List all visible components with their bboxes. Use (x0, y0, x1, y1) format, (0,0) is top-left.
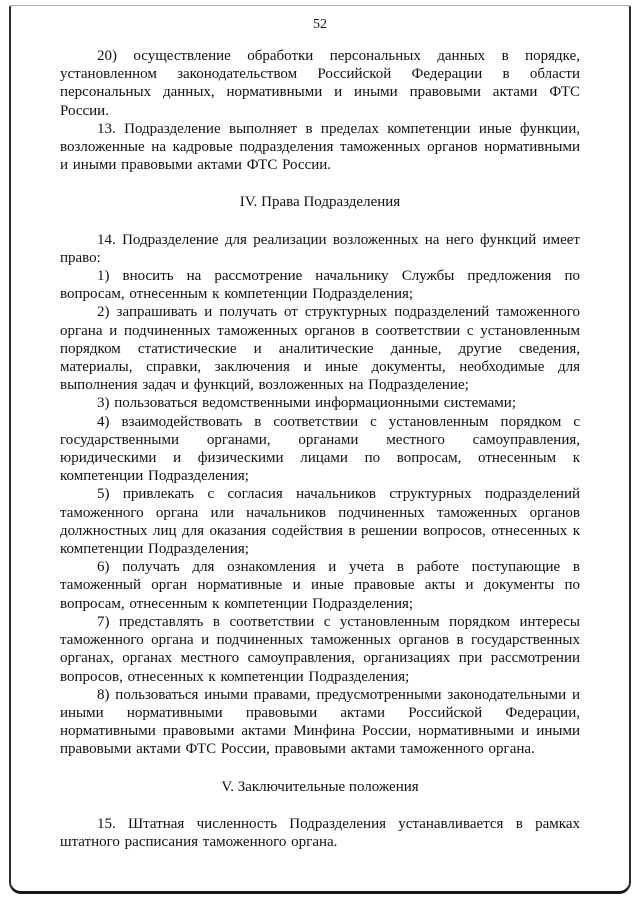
list-item-3: 3) пользоваться ведомственными информационными системами; (97, 395, 516, 412)
list-item-1: 1) вносить на рассмотрение начальнику Службы предложения по вопросам, отнесенным к компетенции Подразделения; (60, 268, 580, 303)
page-content (60, 16, 580, 851)
list-item-2: 2) запрашивать и получать от структурных подразделений таможенного органа и подчиненных таможенных органов в соответствии с установленным порядком статистические и аналитические данные, другие сведения, материалы, справки, заключения и иные документы, необходимые для выполнения задач и функций, возложенных на Подразделение; (60, 304, 580, 394)
list-item-8: 8) пользоваться иными правами, предусмотренными законодательными и иными нормативными правовыми актами Российской Федерации, нормативными правовыми актами Минфина России, нормативными и иными правовыми актами ФТС России, правовыми актами таможенного органа. (60, 686, 580, 758)
section-heading-iv: IV. Права Подразделения (239, 194, 401, 211)
paragraph-14: 14. Подразделение для реализации возложенных на него функций имеет право: (60, 231, 580, 266)
paragraph-13: 13. Подразделение выполняет в пределах компетенции иные функции, возложенные на кадровые подразделения таможенных органов нормативными и иными правовыми актами ФТС России. (60, 120, 580, 174)
section-heading-v: V. Заключительные положения (221, 778, 419, 795)
paragraph-20: 20) осуществление обработки персональных данных в порядке, установленном законодательством Российской Федерации в области персональных данных, нормативными и иными правовыми актами ФТС России. (60, 48, 580, 119)
document-body (60, 47, 580, 851)
list-item-4: 4) взаимодействовать в соответствии с установленным порядком с государственными органами, органами местного самоуправления, юридическими и физическими лицами по вопросам, отнесенным к компетенции Подразделения; (60, 413, 580, 485)
page-number: 52 (313, 17, 327, 32)
list-item-6: 6) получать для ознакомления и учета в работе поступающие в таможенный орган нормативные и иные правовые акты и документы по вопросам, отнесенным к компетенции Подразделения; (60, 559, 580, 612)
list-item-7: 7) представлять в соответствии с установленным порядком интересы таможенного органа и подчиненных таможенных органов в государственных органах, органах местного самоуправления, организациях при рассмотрении вопросов, отнесенных к компетенции Подразделения; (60, 613, 580, 685)
paragraph-15: 15. Штатная численность Подразделения устанавливается в рамках штатного расписания таможенного органа. (60, 815, 580, 850)
list-item-5: 5) привлекать с согласия начальников структурных подразделений таможенного органа или начальников подчиненных таможенных органов должностных лиц для оказания содействия в решении вопросов, отнесенных к компетенции Подразделения; (60, 486, 580, 558)
